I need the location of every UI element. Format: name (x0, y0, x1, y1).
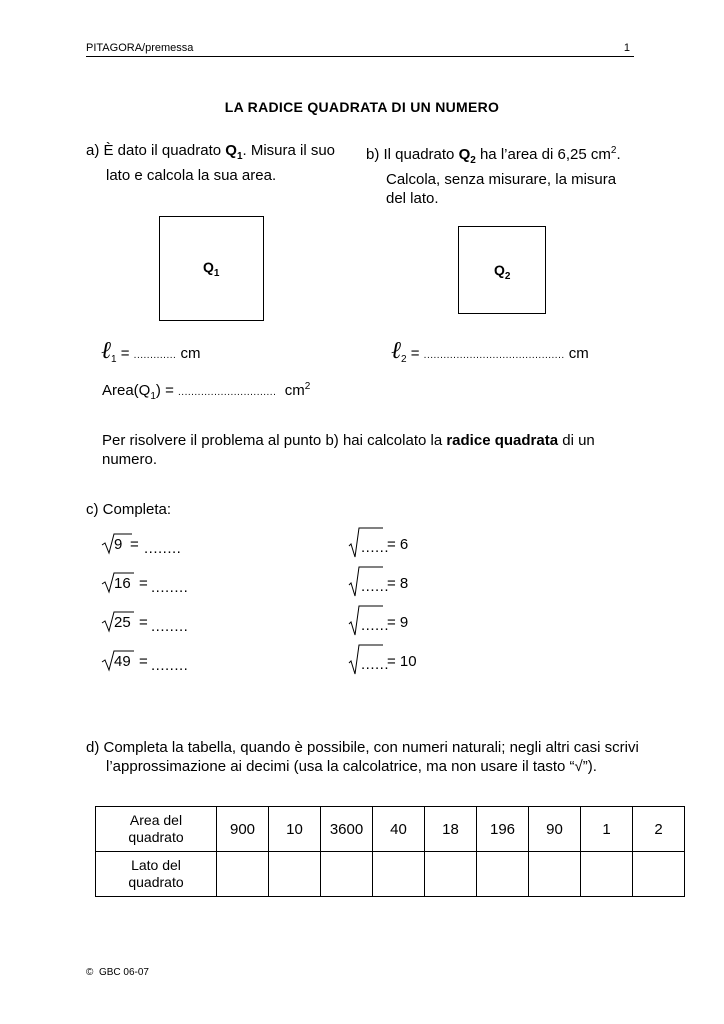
radicand-blank: ...... (361, 617, 390, 634)
area-cell: 90 (529, 807, 581, 852)
radical-right-3 (349, 604, 429, 636)
area-cell: 900 (217, 807, 269, 852)
area-cell: 40 (373, 807, 425, 852)
result: = 10 (387, 653, 417, 670)
area-q1-line: $Area(Q_1)$ = .............................. $cm^2$ (102, 381, 311, 402)
section-c-label: c) Completa: (86, 501, 172, 518)
side-l2-blank: ........................................... (423, 350, 565, 361)
row-header-side: Lato del quadrato (96, 852, 217, 897)
section-d-line1: d) Completa la tabella, quando è possibile, con numeri naturali; negli altri casi scrivi (86, 739, 639, 756)
side-cell (269, 852, 321, 897)
footer-text: GBC 06-07 (98, 967, 149, 978)
page-header (86, 40, 634, 57)
square-q1-label: $Q_1$ (203, 259, 220, 279)
l-symbol: ℓ (391, 336, 401, 364)
radical-right-2 (349, 565, 429, 597)
radical-right-1 (349, 526, 429, 558)
area-cell: 18 (425, 807, 477, 852)
page-title: LA RADICE QUADRATA DI UN NUMERO (224, 99, 500, 115)
section-b-line1: b) Il quadrato $Q_2$ ha l’area di 6,25 $cm^2$. (366, 145, 621, 166)
result: = 9 (387, 614, 409, 631)
answer-blank: ........ (151, 579, 189, 596)
side-cell (633, 852, 685, 897)
data-table (95, 806, 685, 897)
equals: = (139, 614, 148, 631)
area-cell: 2 (633, 807, 685, 852)
section-b-text (366, 141, 656, 208)
side-cell (581, 852, 633, 897)
side-cell (477, 852, 529, 897)
side-cell (529, 852, 581, 897)
answer-blank: ........ (144, 540, 182, 557)
radicand: 49 (114, 653, 131, 670)
answer-blank: ........ (151, 657, 189, 674)
radical-left-3 (102, 610, 222, 634)
section-d-line2: l’approssimazione ai decimi (usa la calcolatrice, ma non usare il tasto “√”). (106, 758, 597, 775)
radicand: 16 (114, 575, 131, 592)
note-line1: Per risolvere il problema al punto b) hai calcolato la radice quadrata di un (102, 432, 595, 449)
side-l1-blank: ............. (133, 350, 177, 361)
section-a-line1: a) È dato il quadrato $Q_1$. Misura il suo (86, 142, 336, 162)
table-row-area (96, 807, 685, 852)
page-footer (86, 967, 149, 978)
side-cell (217, 852, 269, 897)
equals: = (130, 536, 139, 553)
area-q1-blank: .............................. (178, 387, 277, 398)
result: = 8 (387, 575, 409, 592)
radicand-blank: ...... (361, 578, 390, 595)
row-header-area: Area del quadrato (96, 807, 217, 852)
equals: = (139, 653, 148, 670)
radical-left-2 (102, 571, 222, 595)
header-title: PITAGORA/premessa (86, 42, 194, 54)
answer-blank: ........ (151, 618, 189, 635)
section-b-line2: Calcola, senza misurare, la misura (386, 171, 617, 188)
section-a-text (86, 141, 346, 185)
radical-right-4 (349, 643, 429, 675)
radicand: 9 (114, 536, 123, 553)
square-q2 (458, 226, 546, 314)
section-b-line3: del lato. (386, 190, 439, 207)
side-l2-line: ℓ$_2$ = ........................................... cm (391, 336, 589, 365)
radicand-blank: ...... (361, 656, 390, 673)
table-row-side (96, 852, 685, 897)
side-cell (425, 852, 477, 897)
radicand-blank: ...... (361, 539, 390, 556)
copyright-icon: © (86, 967, 94, 978)
side-cell (321, 852, 373, 897)
radicand: 25 (114, 614, 131, 631)
result: = 6 (387, 536, 409, 553)
l-symbol: ℓ (101, 336, 111, 364)
area-cell: 1 (581, 807, 633, 852)
side-l1-line: ℓ$_1$ = ............. cm (101, 336, 201, 365)
area-cell: 196 (477, 807, 529, 852)
radical-left-1 (102, 532, 222, 556)
side-cell (373, 852, 425, 897)
radical-left-4 (102, 649, 222, 673)
section-d-text (86, 738, 686, 776)
note-text (102, 431, 662, 469)
note-line2: numero. (102, 451, 158, 468)
area-cell: 10 (269, 807, 321, 852)
section-a-line2: lato e calcola la sua area. (106, 167, 277, 184)
equals: = (139, 575, 148, 592)
area-cell: 3600 (321, 807, 373, 852)
page-number: 1 (623, 42, 630, 54)
square-q1 (159, 216, 264, 321)
square-q2-label: $Q_2$ (494, 262, 511, 282)
